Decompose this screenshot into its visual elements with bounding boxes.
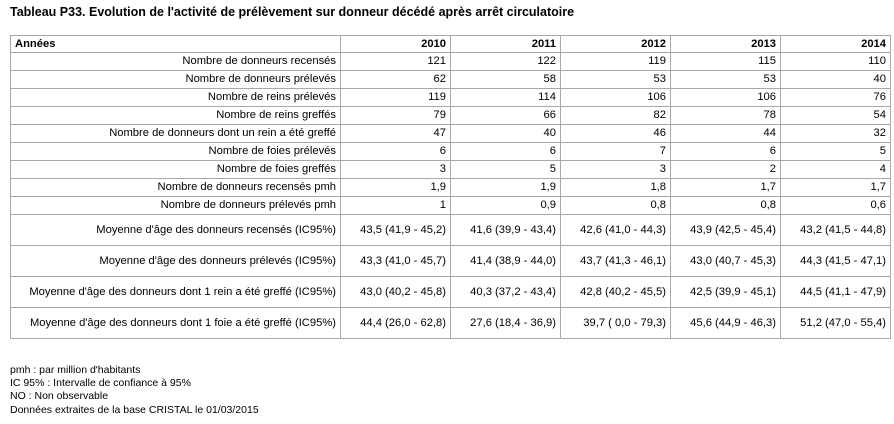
table-cell: 42,6 (41,0 - 44,3) xyxy=(561,215,671,246)
row-label: Nombre de donneurs prélevés xyxy=(11,71,341,89)
row-label: Nombre de donneurs prélevés pmh xyxy=(11,197,341,215)
table-cell: 0,6 xyxy=(781,197,891,215)
table-cell: 41,4 (38,9 - 44,0) xyxy=(451,246,561,277)
table-cell: 6 xyxy=(671,143,781,161)
footnote: Données extraites de la base CRISTAL le 01/03/2015 xyxy=(10,403,259,416)
table-cell: 43,7 (41,3 - 46,1) xyxy=(561,246,671,277)
table-cell: 54 xyxy=(781,107,891,125)
table-row xyxy=(11,53,891,71)
table-cell: 106 xyxy=(671,89,781,107)
table-cell: 53 xyxy=(561,71,671,89)
column-header-year: 2013 xyxy=(671,36,781,53)
table-cell: 114 xyxy=(451,89,561,107)
table-row xyxy=(11,143,891,161)
row-label: Nombre de donneurs recensés pmh xyxy=(11,179,341,197)
table-cell: 7 xyxy=(561,143,671,161)
row-label: Moyenne d'âge des donneurs recensés (IC95%) xyxy=(11,215,341,246)
table-cell: 1,9 xyxy=(341,179,451,197)
table-cell: 43,0 (40,2 - 45,8) xyxy=(341,277,451,308)
table-cell: 0,8 xyxy=(671,197,781,215)
data-table-container xyxy=(10,35,891,339)
table-cell: 58 xyxy=(451,71,561,89)
column-header-year: 2010 xyxy=(341,36,451,53)
footnote: IC 95% : Intervalle de confiance à 95% xyxy=(10,377,191,390)
table-cell: 43,2 (41,5 - 44,8) xyxy=(781,215,891,246)
table-cell: 43,9 (42,5 - 45,4) xyxy=(671,215,781,246)
table-title-text: . Evolution de l'activité de prélèvement sur donneur décédé après arrêt circulatoire xyxy=(82,5,575,19)
table-cell: 78 xyxy=(671,107,781,125)
table-row xyxy=(11,197,891,215)
table-cell: 1,7 xyxy=(671,179,781,197)
column-header-year: 2014 xyxy=(781,36,891,53)
table-cell: 40,3 (37,2 - 43,4) xyxy=(451,277,561,308)
table-row xyxy=(11,71,891,89)
row-label: Moyenne d'âge des donneurs dont 1 rein a été greffé (IC95%) xyxy=(11,277,341,308)
table-cell: 40 xyxy=(451,125,561,143)
table-cell: 3 xyxy=(561,161,671,179)
table-cell: 53 xyxy=(671,71,781,89)
table-cell: 110 xyxy=(781,53,891,71)
footnote: pmh : par million d'habitants xyxy=(10,364,141,376)
table-row xyxy=(11,215,891,246)
table-cell: 6 xyxy=(451,143,561,161)
table-cell: 43,3 (41,0 - 45,7) xyxy=(341,246,451,277)
table-cell: 40 xyxy=(781,71,891,89)
table-cell: 79 xyxy=(341,107,451,125)
table-cell: 0,8 xyxy=(561,197,671,215)
table-cell: 41,6 (39,9 - 43,4) xyxy=(451,215,561,246)
table-cell: 4 xyxy=(781,161,891,179)
table-cell: 39,7 ( 0,0 - 79,3) xyxy=(561,308,671,339)
table-cell: 51,2 (47,0 - 55,4) xyxy=(781,308,891,339)
row-label: Nombre de foies prélevés xyxy=(11,143,341,161)
table-cell: 115 xyxy=(671,53,781,71)
table-cell: 2 xyxy=(671,161,781,179)
row-label: Nombre de donneurs recensés xyxy=(11,53,341,71)
row-label: Nombre de reins prélevés xyxy=(11,89,341,107)
table-cell: 66 xyxy=(451,107,561,125)
table-cell: 42,8 (40,2 - 45,5) xyxy=(561,277,671,308)
table-cell: 119 xyxy=(341,89,451,107)
table-cell: 42,5 (39,9 - 45,1) xyxy=(671,277,781,308)
table-row xyxy=(11,277,891,308)
table-cell: 106 xyxy=(561,89,671,107)
column-header-years: Années xyxy=(11,36,341,53)
table-cell: 119 xyxy=(561,53,671,71)
table-cell: 44,3 (41,5 - 47,1) xyxy=(781,246,891,277)
table-cell: 3 xyxy=(341,161,451,179)
table-cell: 44 xyxy=(671,125,781,143)
row-label: Nombre de foies greffés xyxy=(11,161,341,179)
table-cell: 32 xyxy=(781,125,891,143)
table-title xyxy=(10,5,574,19)
table-row xyxy=(11,107,891,125)
table-cell: 5 xyxy=(451,161,561,179)
table-row xyxy=(11,161,891,179)
table-cell: 1,7 xyxy=(781,179,891,197)
column-header-year: 2012 xyxy=(561,36,671,53)
table-cell: 46 xyxy=(561,125,671,143)
row-label: Nombre de donneurs dont un rein a été greffé xyxy=(11,125,341,143)
table-row xyxy=(11,179,891,197)
table-cell: 27,6 (18,4 - 36,9) xyxy=(451,308,561,339)
table-row xyxy=(11,89,891,107)
table-cell: 0,9 xyxy=(451,197,561,215)
table-row xyxy=(11,308,891,339)
table-row xyxy=(11,125,891,143)
table-cell: 44,5 (41,1 - 47,9) xyxy=(781,277,891,308)
table-cell: 6 xyxy=(341,143,451,161)
footnotes xyxy=(10,364,259,417)
table-cell: 76 xyxy=(781,89,891,107)
row-label: Moyenne d'âge des donneurs prélevés (IC95%) xyxy=(11,246,341,277)
table-cell: 82 xyxy=(561,107,671,125)
table-cell: 47 xyxy=(341,125,451,143)
table-body xyxy=(11,53,891,339)
row-label: Moyenne d'âge des donneurs dont 1 foie a été greffé (IC95%) xyxy=(11,308,341,339)
table-cell: 44,4 (26,0 - 62,8) xyxy=(341,308,451,339)
data-table xyxy=(10,35,891,339)
footnote: NO : Non observable xyxy=(10,390,109,403)
table-cell: 1,8 xyxy=(561,179,671,197)
table-cell: 122 xyxy=(451,53,561,71)
row-label: Nombre de reins greffés xyxy=(11,107,341,125)
column-header-year: 2011 xyxy=(451,36,561,53)
table-row xyxy=(11,246,891,277)
table-cell: 5 xyxy=(781,143,891,161)
table-cell: 1,9 xyxy=(451,179,561,197)
table-cell: 43,0 (40,7 - 45,3) xyxy=(671,246,781,277)
table-header-row xyxy=(11,36,891,53)
table-cell: 45,6 (44,9 - 46,3) xyxy=(671,308,781,339)
table-cell: 43,5 (41,9 - 45,2) xyxy=(341,215,451,246)
table-cell: 62 xyxy=(341,71,451,89)
table-title-prefix: Tableau P33 xyxy=(10,5,83,19)
table-cell: 121 xyxy=(341,53,451,71)
table-cell: 1 xyxy=(341,197,451,215)
